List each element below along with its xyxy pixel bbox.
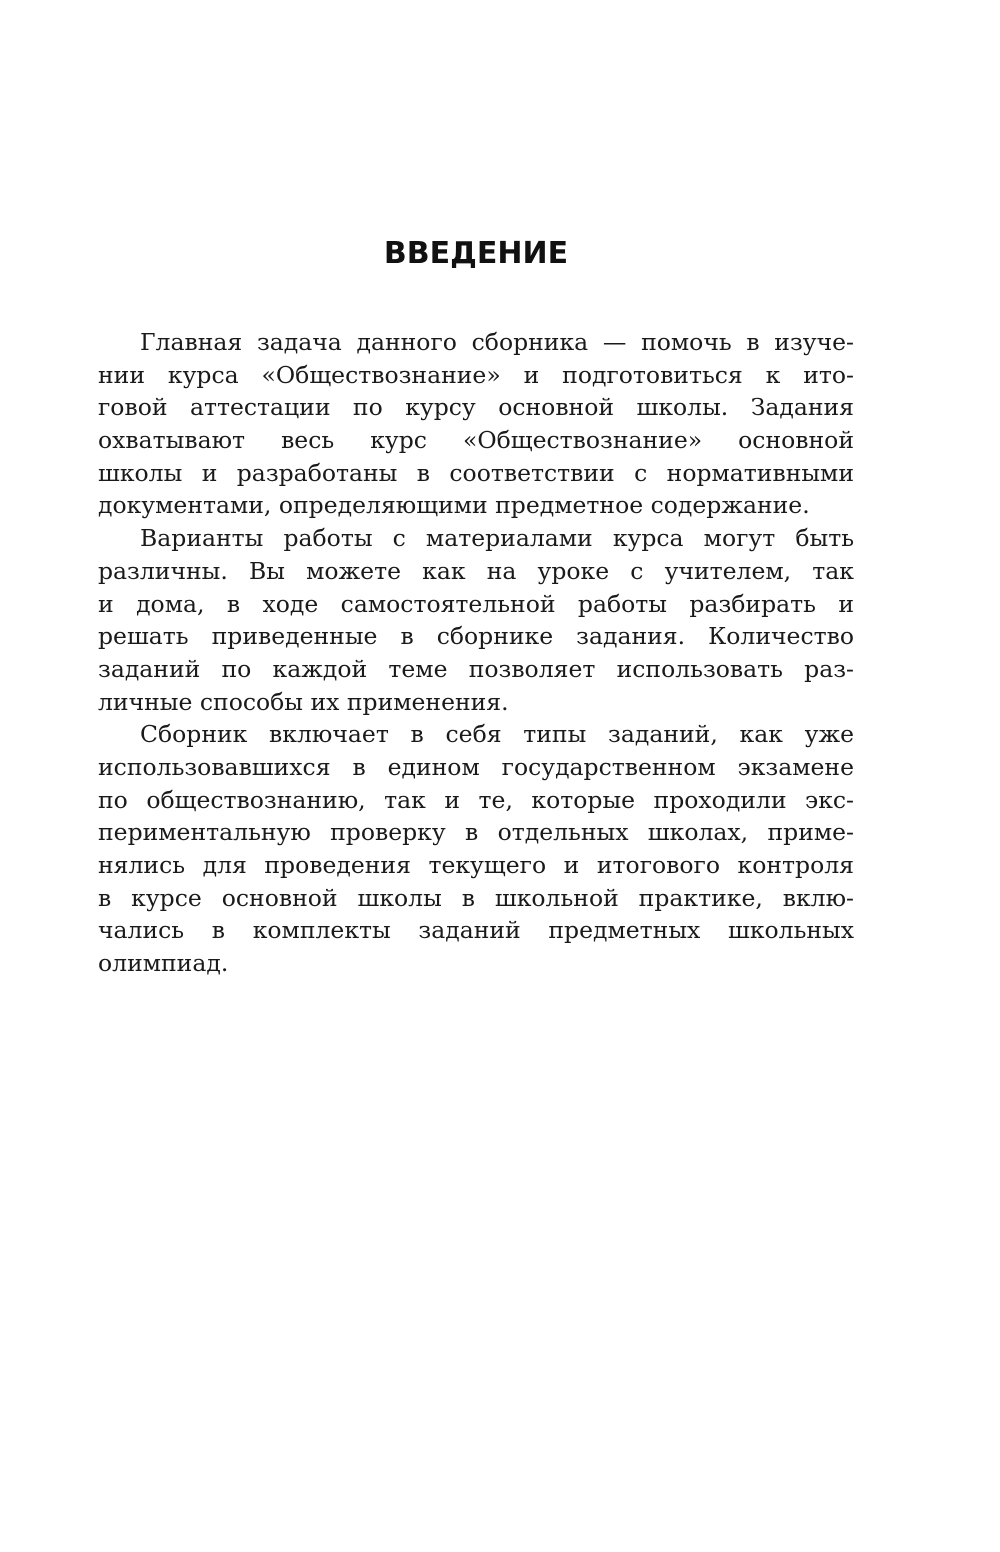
text-line: документами, определяющими предметное содержание. [98,491,810,520]
paragraph-1 [98,326,854,522]
text-line: олимпиад. [98,949,229,978]
text-line: нии курса «Обществознание» и подготовиться к ито- [98,360,854,389]
text-line: различны. Вы можете как на уроке с учителем, так [98,556,854,585]
paragraph-3 [98,718,854,980]
text-line: Сборник включает в себя типы заданий, как уже [140,720,854,749]
body-text [98,326,854,980]
text-line: использовавшихся в едином государственном экзамене [98,752,854,781]
text-line: чались в комплекты заданий предметных школьных [98,916,854,945]
text-line: по обществознанию, так и те, которые проходили экс- [98,785,854,814]
text-line: Варианты работы с материалами курса могут быть [140,524,854,553]
text-line: заданий по каждой теме позволяет использовать раз- [98,654,854,683]
text-line: нялись для проведения текущего и итогового контроля [98,851,854,879]
text-line: школы и разработаны в соответствии с нормативными [98,458,854,487]
text-line: периментальную проверку в отдельных школах, приме- [98,818,854,847]
text-line: личные способы их применения. [98,687,509,716]
text-line: говой аттестации по курсу основной школы. Задания [98,393,854,422]
text-line: охватывают весь курс «Обществознание» основной [98,426,854,455]
text-line: и дома, в ходе самостоятельной работы разбирать и [98,589,854,618]
page-title: ВВЕДЕНИЕ [383,236,569,271]
text-line: решать приведенные в сборнике задания. Количество [98,622,854,651]
paragraph-2 [98,522,854,718]
text-line: в курсе основной школы в школьной практике, вклю- [98,883,854,912]
text-line: Главная задача данного сборника — помочь в изуче- [140,328,854,356]
